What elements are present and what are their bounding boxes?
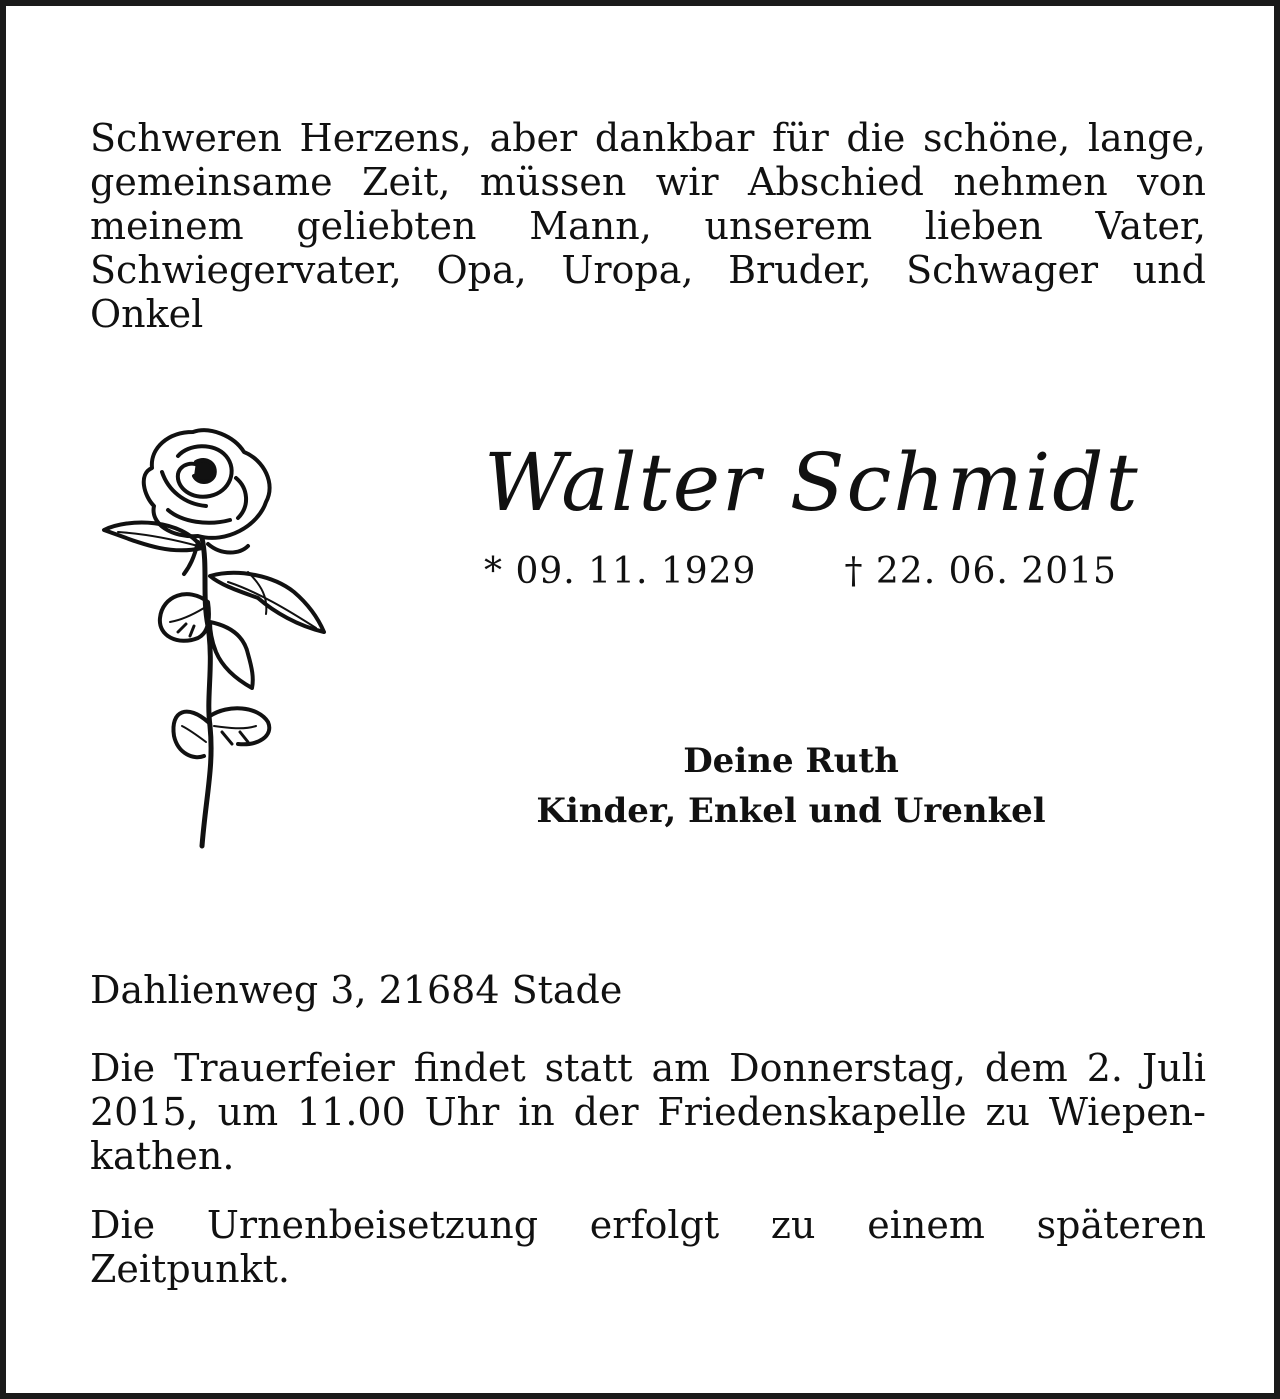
urn-burial-info: Die Urnenbeisetzung erfolgt zu einem späteren Zeitpunkt. — [90, 1203, 1206, 1291]
intro-text: Schweren Herzens, aber dankbar für die schöne, lange, gemeinsame Zeit, müssen wir Abschied nehmen von meinem geliebten Mann, unserem lieben Vater, Schwiegervater, Opa, Uropa, Bruder, Schwager und Onkel — [90, 116, 1206, 336]
birth-date: * 09. 11. 1929 — [484, 551, 757, 592]
deceased-name: Walter Schmidt — [484, 436, 1140, 529]
mourners — [486, 736, 1096, 836]
address: Dahlienweg 3, 21684 Stade — [90, 968, 623, 1012]
funeral-service-info: Die Trauerfeier findet statt am Donnerstag, dem 2. Juli 2015, um 11.00 Uhr in der Friedenskapelle zu Wiepen-kathen. — [90, 1046, 1206, 1178]
death-date: † 22. 06. 2015 — [844, 551, 1117, 592]
mourner-line-1: Deine Ruth — [683, 741, 899, 781]
life-dates — [484, 551, 1117, 592]
mourner-line-2: Kinder, Enkel und Urenkel — [536, 791, 1046, 831]
rose-icon — [98, 426, 328, 851]
